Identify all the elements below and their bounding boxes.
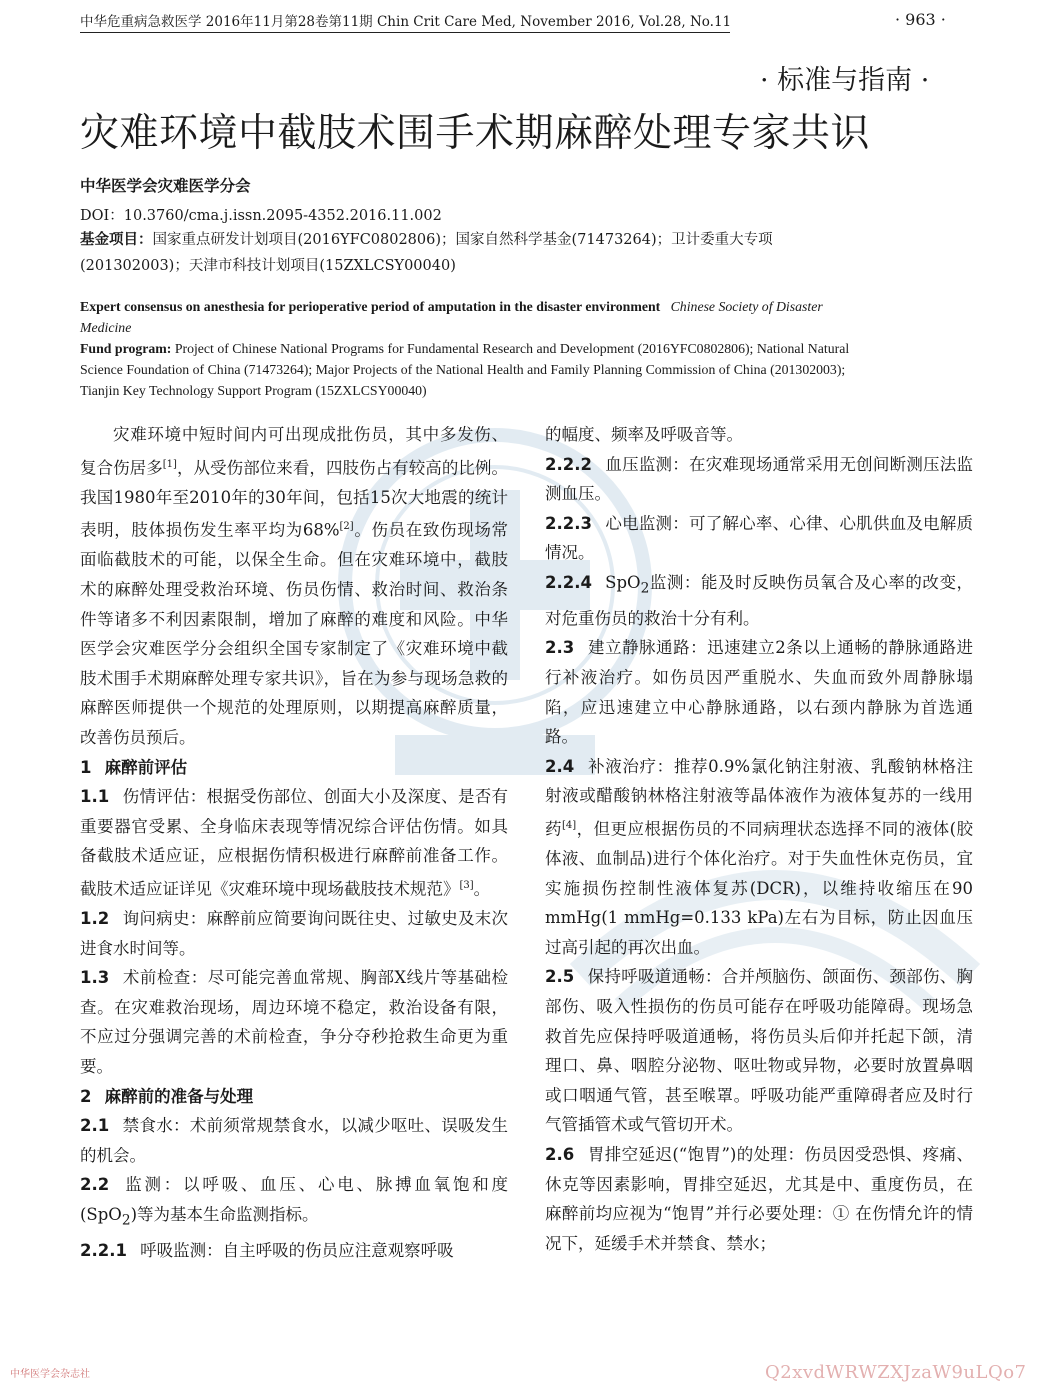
para-2-2-4	[545, 568, 973, 633]
para-1-2	[80, 904, 508, 963]
publisher-logo: 中华医学会杂志社	[10, 1369, 90, 1380]
para-text: 建立静脉通路：迅速建立2条以上通畅的静脉通路进行补液治疗。如伤员因严重脱水、失血而致外周静脉塌陷，应迅速建立中心静脉通路，以右颈内静脉为首选通路。	[545, 638, 973, 747]
para-text: )等为基本生命监测指标。	[130, 1204, 319, 1224]
fund-label: 基金项目：	[80, 232, 153, 248]
section-tag: · 标准与指南 ·	[760, 65, 930, 96]
section-2-heading	[80, 1082, 508, 1112]
article-author: 中华医学会灾难医学分会	[80, 177, 251, 195]
section-1-heading	[80, 753, 508, 783]
intro-paragraph	[80, 420, 508, 753]
doi-line: DOI：10.3760/cma.j.issn.2095-4352.2016.11.002	[80, 208, 442, 224]
para-text: 询问病史：麻醉前应简要询问既往史、过敏史及末次进食水时间等。	[80, 909, 508, 958]
para-text: 伤情评估：根据受伤部位、创面大小及深度、是否有重要器官受累、全身临床表现等情况综合评估伤情。如具备截肢术适应证，应根据伤情积极进行麻醉前准备工作。截肢术适应证详见《灾难环境中现场截肢技术规范》	[80, 787, 508, 899]
para-2-2-1	[80, 1236, 508, 1266]
para-2-1	[80, 1111, 508, 1170]
section-number: 2	[80, 1086, 92, 1106]
para-text: ，但更应根据伤员的不同病理状态选择不同的液体(胶体液、血制品)进行个体化治疗。对于失血性休克伤员，宜实施损伤控制性液体复苏(DCR)，以维持收缩压在90 mmHg(1 mmHg=0.133 kPa)左右为目标，防止因血压过高引起的再次出血。	[545, 819, 974, 957]
article-title: 灾难环境中截肢术围手术期麻醉处理专家共识	[80, 111, 871, 156]
english-title: Expert consensus on anesthesia for perioperative period of amputation in the disaster environment	[80, 299, 661, 314]
subscript: 2	[640, 580, 650, 597]
subsection-number: 2.2.2	[545, 454, 592, 474]
footer-code: Q2xvdWRWZXJzaW9uLQo7	[765, 1362, 1027, 1383]
para-text: 监测：能及时反映伤员氧合及心率的改变，对危重伤员的救治十分有利。	[545, 572, 973, 628]
para-text: 血压监测：在灾难现场通常采用无创间断测压法监测血压。	[545, 454, 973, 504]
para-2-2-2	[545, 450, 973, 509]
para-2-6	[545, 1140, 973, 1258]
para-text: 补液治疗：推荐0.9%氯化钠注射液、乳酸钠林格注射液或醋酸钠林格注射液等晶体液作为液体复苏的一线用药	[545, 756, 973, 839]
english-abstract	[80, 296, 870, 401]
subsection-number: 2.5	[545, 967, 575, 987]
subscript: 2	[121, 1212, 131, 1229]
para-2-5	[545, 962, 973, 1140]
para-text: 呼吸监测：自主呼吸的伤员应注意观察呼吸	[140, 1240, 454, 1260]
intro-text-b: ，从受伤部位来看，四肢伤占有较高的比例。我国1980年至2010年的30年间，包括15次大地震的统计表明，肢体损伤发生率平均为68%	[80, 458, 509, 540]
para-2-2	[80, 1170, 508, 1235]
para-2-4	[545, 752, 973, 963]
subsection-number: 2.4	[545, 756, 575, 776]
citation-3[interactable]: [3]	[459, 879, 474, 891]
citation-2[interactable]: [2]	[339, 521, 354, 533]
para-continued: 的幅度、频率及呼吸音等。	[545, 425, 743, 444]
intro-text-a: 灾难环境中短时间内可出现成批伤员，其中多发伤、复合伤居多	[80, 425, 508, 478]
section-title: 麻醉前评估	[104, 757, 188, 777]
english-fund-text: Project of Chinese National Programs for Fundamental Research and Development (2016YFC0802806); National Natural Science Foundation of China (71473264); Major Projects of the National Health and Family Planning Commission of China (201302003); Tianjin Key Technology Support Program (15ZXLCSY00040)	[80, 341, 850, 398]
intro-text-c: 。伤员在致伤现场常面临截肢术的可能，以保全生命。但在灾难环境中，截肢术的麻醉处理受救治环境、伤员伤情、救治时间、救治条件等诸多不利因素限制，增加了麻醉的难度和风险。中华医学会灾难医学分会组织全国专家制定了《灾难环境中截肢术围手术期麻醉处理专家共识》，旨在为参与现场急救的麻醉医师提供一个规范的处理原则，以期提高麻醉质量，改善伤员预后。	[80, 520, 508, 747]
subsection-number: 1.3	[80, 968, 110, 988]
section-title: 麻醉前的准备与处理	[104, 1086, 254, 1106]
para-2-3	[545, 633, 973, 751]
para-text: 心电监测：可了解心率、心律、心肌供血及电解质情况。	[545, 513, 973, 563]
subsection-number: 2.2.3	[545, 513, 592, 533]
fund-line-2: (201302003)；天津市科技计划项目(15ZXLCSY00040)	[80, 258, 456, 274]
subsection-number: 2.2.1	[80, 1240, 127, 1260]
english-title-line	[80, 296, 870, 338]
para-text: 术前检查：尽可能完善血常规、胸部X线片等基础检查。在灾难救治现场，周边环境不稳定，救治设备有限，不应过分强调完善的术前检查，争分夺秒抢救生命更为重要。	[80, 968, 508, 1076]
subsection-number: 2.1	[80, 1116, 110, 1136]
page-number: · 963 ·	[895, 10, 946, 29]
body-column-right	[545, 420, 973, 1258]
para-text: SpO	[605, 572, 641, 592]
subsection-number: 1.2	[80, 909, 110, 928]
fund-text-1: 国家重点研发计划项目(2016YFC0802806)；国家自然科学基金(71473264)；卫计委重大专项	[152, 232, 773, 248]
para-text: 胃排空延迟(“饱胃”)的处理：伤员因受恐惧、疼痛、休克等因素影响，胃排空延迟，尤其是中、重度伤员，在麻醉前均应视为“饱胃”并行必要处理：① 在伤情允许的情况下，延缓手术并禁食、禁水；	[545, 1145, 973, 1253]
running-header: 中华危重病急救医学 2016年11月第28卷第11期 Chin Crit Care Med, November 2016, Vol.28, No.11	[80, 14, 732, 30]
subsection-number: 2.6	[545, 1145, 575, 1165]
para-text: 保持呼吸道通畅：合并颅脑伤、颌面伤、颈部伤、胸部伤、吸入性损伤的伤员可能存在呼吸功能障碍。现场急救首先应保持呼吸道通畅，将伤员头后仰并托起下颌，清理口、鼻、咽腔分泌物、呕吐物或异物，必要时放置鼻咽或口咽通气管，甚至喉罩。呼吸功能严重障碍者应及时行气管插管术或气管切开术。	[545, 967, 973, 1135]
subsection-number: 1.1	[80, 787, 110, 807]
subsection-number: 2.2.4	[545, 572, 592, 592]
english-fund-label: Fund program:	[80, 341, 172, 356]
citation-4[interactable]: [4]	[561, 820, 577, 832]
para-text: 。	[473, 879, 491, 899]
para-1-3	[80, 963, 508, 1081]
subsection-number: 2.3	[545, 638, 575, 658]
english-author: Chinese Society of Disaster Medicine	[80, 299, 823, 335]
para-text: 监测：以呼吸、血压、心电、脉搏血氧饱和度(SpO	[80, 1175, 508, 1224]
fund-line-1	[80, 228, 773, 249]
header-rule	[80, 32, 730, 33]
subsection-number: 2.2	[80, 1175, 110, 1195]
para-text: 禁食水：术前须常规禁食水，以减少呕吐、误吸发生的机会。	[80, 1116, 508, 1165]
para-1-1	[80, 782, 508, 904]
english-fund-line	[80, 338, 870, 401]
body-column-left	[80, 420, 508, 1265]
para-2-2-3	[545, 509, 973, 568]
citation-1[interactable]: [1]	[162, 458, 177, 470]
section-number: 1	[80, 757, 92, 777]
